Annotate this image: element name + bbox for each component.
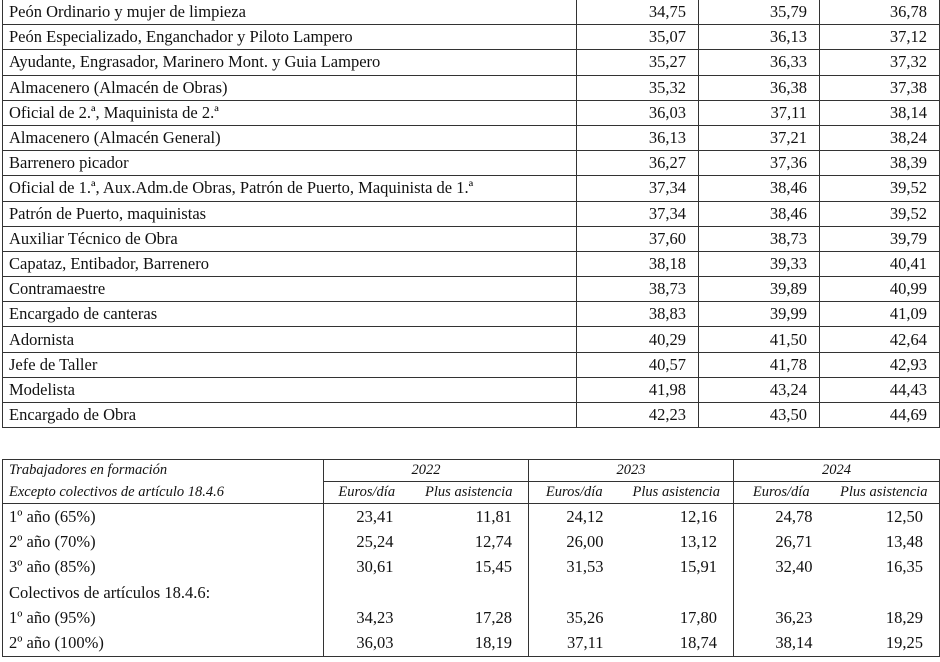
plus-2024: 18,29 [885,607,923,627]
plus-2024: 16,35 [885,557,923,577]
value-2024: 40,99 [820,277,940,302]
category-name: Capataz, Entibador, Barrenero [3,251,577,276]
table-row [3,100,940,125]
plus-2023: 18,74 [679,633,717,653]
empty-cell [410,580,529,605]
value-2023: 38,46 [699,176,820,201]
trainee-table [2,459,940,657]
table-row [3,151,940,176]
category-name: Almacenero (Almacén de Obras) [3,75,577,100]
value-2022: 40,57 [577,352,699,377]
value-2023: 37,11 [699,100,820,125]
value-2022: 35,27 [577,50,699,75]
trainee-table-body [3,460,940,657]
euros-2022: 23,41 [324,504,410,530]
category-name: Patrón de Puerto, maquinistas [3,201,577,226]
trainee-category: 2º año (70%) [9,531,96,551]
value-2024: 37,12 [820,25,940,50]
euros-2022: 34,23 [324,605,410,630]
euros-2023: 24,12 [529,504,620,530]
value-2023: 36,33 [699,50,820,75]
plus-2022: 17,28 [474,607,512,627]
plus-2022: 18,19 [474,633,512,653]
category-name: Oficial de 1.ª, Aux.Adm.de Obras, Patrón de Puerto, Maquinista de 1.ª [3,176,577,201]
euros-2022: 25,24 [324,529,410,554]
value-2024: 39,79 [820,226,940,251]
sub-plus-2022: Plus asistencia [410,482,529,504]
trainee-category: 2º año (100%) [9,633,104,653]
value-2022: 34,75 [577,0,699,25]
euros-2023: 37,11 [529,630,620,656]
table-row [3,277,940,302]
sub-euros-2024: Euros/día [734,482,829,504]
value-2023: 41,50 [699,327,820,352]
empty-cell [620,580,734,605]
category-name: Auxiliar Técnico de Obra [3,226,577,251]
category-name: Almacenero (Almacén General) [3,125,577,150]
value-2022: 38,73 [577,277,699,302]
value-2022: 36,27 [577,151,699,176]
table-row [3,605,940,630]
salary-table-body [3,0,940,428]
table-row [3,226,940,251]
value-2022: 36,03 [577,100,699,125]
euros-2024: 24,78 [734,504,829,530]
value-2023: 38,73 [699,226,820,251]
value-2024: 44,69 [820,403,940,428]
plus-2024: 19,25 [885,633,923,653]
empty-cell [829,580,940,605]
category-name: Ayudante, Engrasador, Marinero Mont. y Guia Lampero [3,50,577,75]
value-2023: 37,21 [699,125,820,150]
value-2022: 38,83 [577,302,699,327]
section-row [3,580,940,605]
plus-2022: 15,45 [474,557,512,577]
trainee-header-row-2 [3,482,940,504]
euros-2023: 35,26 [529,605,620,630]
empty-cell [529,580,620,605]
category-name: Adornista [3,327,577,352]
value-2024: 38,39 [820,151,940,176]
value-2022: 42,23 [577,403,699,428]
euros-2022: 30,61 [324,555,410,580]
value-2022: 37,34 [577,176,699,201]
value-2022: 37,34 [577,201,699,226]
table-row [3,25,940,50]
table-row [3,529,940,554]
value-2024: 41,09 [820,302,940,327]
value-2023: 43,24 [699,377,820,402]
table-row [3,302,940,327]
category-name: Barrenero picador [3,151,577,176]
table-row [3,377,940,402]
trainee-category: 1º año (95%) [9,607,96,627]
category-name: Peón Especializado, Enganchador y Piloto Lampero [3,25,577,50]
plus-2022: 12,74 [474,531,512,551]
value-2022: 40,29 [577,327,699,352]
value-2024: 39,52 [820,176,940,201]
value-2023: 39,99 [699,302,820,327]
value-2024: 39,52 [820,201,940,226]
value-2024: 37,38 [820,75,940,100]
euros-2024: 26,71 [734,529,829,554]
table-row [3,176,940,201]
table-row [3,352,940,377]
value-2022: 36,13 [577,125,699,150]
salary-table [2,0,940,428]
table-row [3,50,940,75]
category-name: Peón Ordinario y mujer de limpieza [3,0,577,25]
euros-2024: 32,40 [734,555,829,580]
empty-cell [734,580,829,605]
value-2023: 37,36 [699,151,820,176]
plus-2023: 12,16 [679,506,717,526]
category-name: Jefe de Taller [3,352,577,377]
value-2023: 36,13 [699,25,820,50]
category-name: Modelista [3,377,577,402]
plus-2024: 13,48 [885,531,923,551]
year-2024: 2024 [734,460,940,482]
trainee-category: 1º año (65%) [9,506,96,526]
value-2023: 39,89 [699,277,820,302]
value-2023: 35,79 [699,0,820,25]
value-2024: 42,93 [820,352,940,377]
euros-2023: 26,00 [529,529,620,554]
value-2023: 41,78 [699,352,820,377]
value-2022: 41,98 [577,377,699,402]
euros-2023: 31,53 [529,555,620,580]
category-name: Encargado de Obra [3,403,577,428]
table-row [3,125,940,150]
trainee-header-line1: Trabajadores en formación [9,462,168,479]
value-2022: 35,32 [577,75,699,100]
plus-2023: 17,80 [679,607,717,627]
table-row [3,327,940,352]
section-label: Colectivos de artículos 18.4.6: [9,582,211,602]
value-2022: 38,18 [577,251,699,276]
table-row [3,251,940,276]
euros-2024: 38,14 [734,630,829,656]
table-row [3,504,940,530]
trainee-header-line2: Excepto colectivos de artículo 18.4.6 [3,482,324,504]
value-2024: 38,24 [820,125,940,150]
year-2022: 2022 [324,460,529,482]
value-2023: 39,33 [699,251,820,276]
table-row [3,555,940,580]
plus-2022: 11,81 [475,506,512,526]
value-2023: 43,50 [699,403,820,428]
sub-plus-2023: Plus asistencia [620,482,734,504]
value-2022: 35,07 [577,25,699,50]
table-row [3,403,940,428]
table-row [3,0,940,25]
plus-2024: 12,50 [885,506,923,526]
euros-2022: 36,03 [324,630,410,656]
table-row [3,75,940,100]
plus-2023: 15,91 [679,557,717,577]
empty-cell [324,580,410,605]
value-2024: 40,41 [820,251,940,276]
value-2024: 37,32 [820,50,940,75]
value-2023: 36,38 [699,75,820,100]
category-name: Oficial de 2.ª, Maquinista de 2.ª [3,100,577,125]
category-name: Encargado de canteras [3,302,577,327]
trainee-header-row-1 [3,460,940,482]
plus-2023: 13,12 [679,531,717,551]
sub-plus-2024: Plus asistencia [829,482,940,504]
value-2022: 37,60 [577,226,699,251]
value-2024: 36,78 [820,0,940,25]
table-row [3,630,940,656]
value-2024: 38,14 [820,100,940,125]
sub-euros-2023: Euros/día [529,482,620,504]
value-2024: 44,43 [820,377,940,402]
value-2024: 42,64 [820,327,940,352]
category-name: Contramaestre [3,277,577,302]
table-row [3,201,940,226]
year-2023: 2023 [529,460,734,482]
value-2023: 38,46 [699,201,820,226]
trainee-category: 3º año (85%) [9,557,96,577]
sub-euros-2022: Euros/día [324,482,410,504]
euros-2024: 36,23 [734,605,829,630]
